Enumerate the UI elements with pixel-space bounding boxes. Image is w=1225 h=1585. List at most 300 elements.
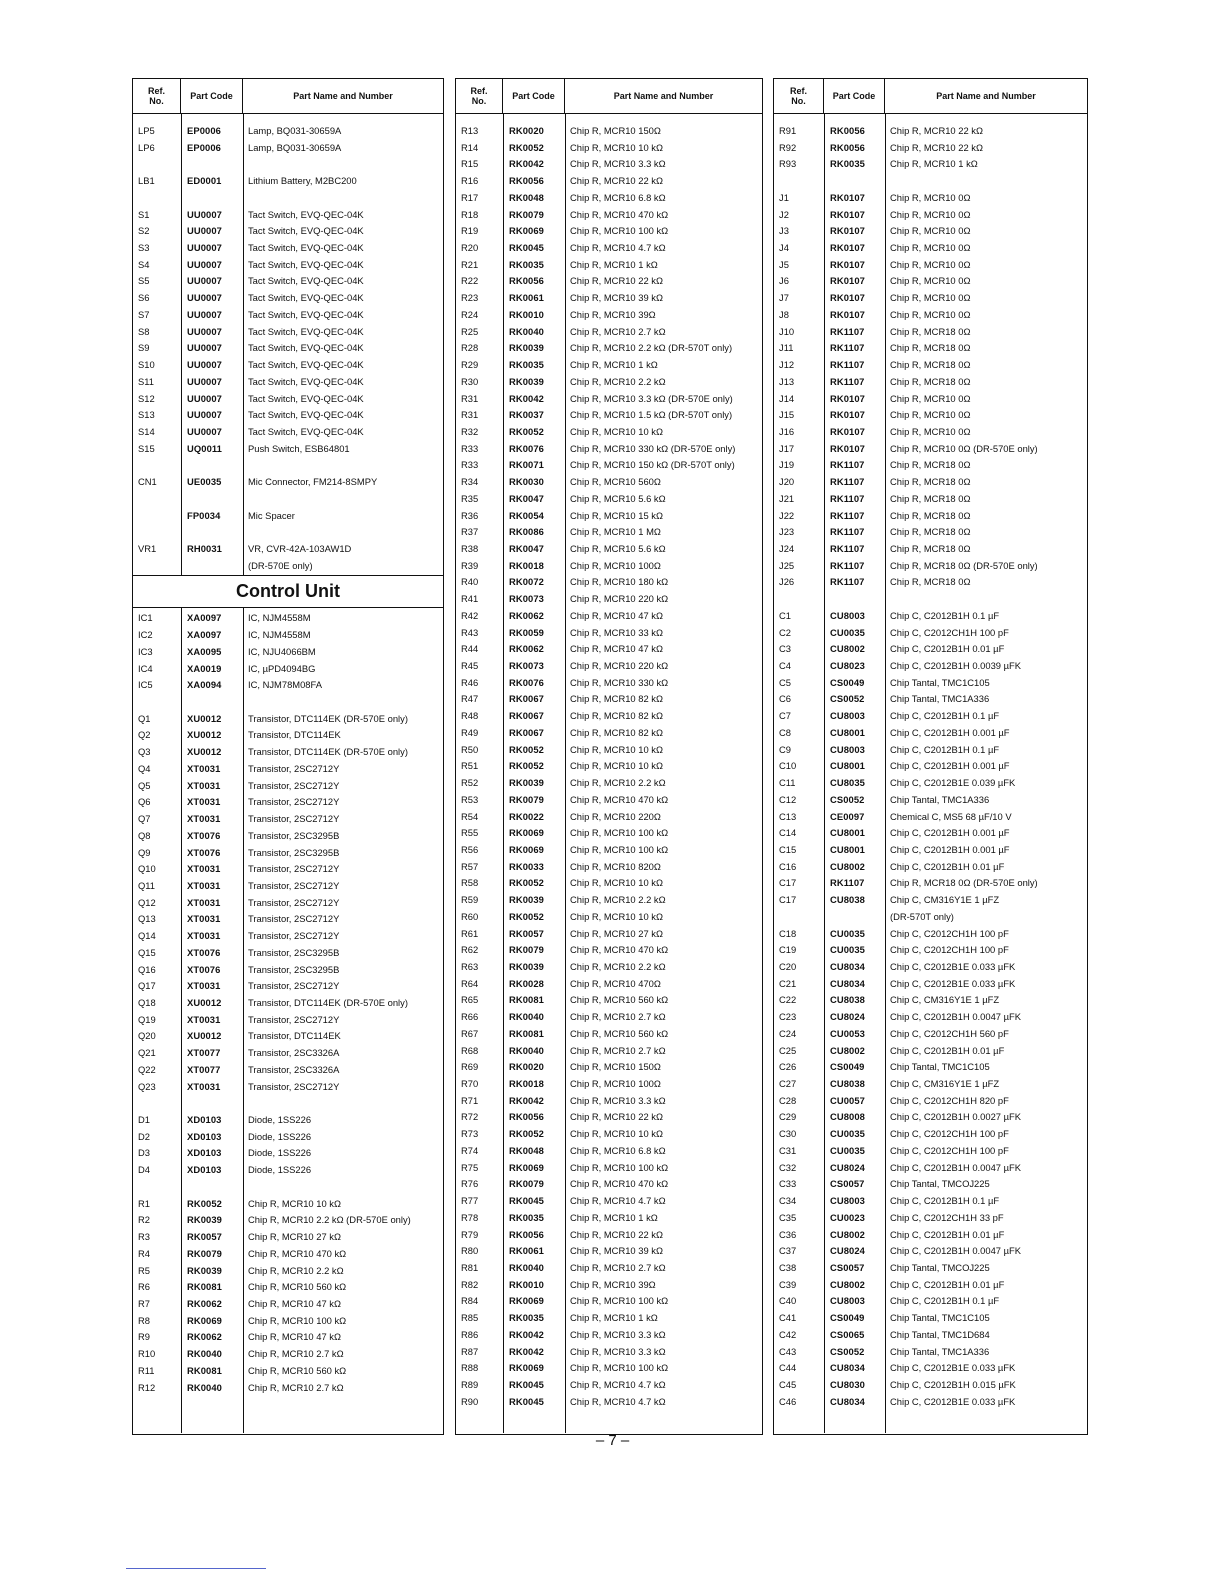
ref-cell: R39 (461, 559, 479, 571)
part-name-cell: Mic Spacer (248, 509, 295, 521)
part-code-cell: CU0057 (830, 1094, 865, 1106)
table-row (774, 874, 1087, 891)
table-row (456, 490, 762, 507)
part-name-cell: Chip R, MCR10 1 kΩ (570, 1312, 658, 1324)
part-name-cell: Chip R, MCR18 0Ω (890, 492, 971, 504)
part-name-cell: Chip R, MCR10 100 kΩ (570, 225, 669, 237)
part-code-cell: RK0056 (830, 141, 865, 153)
part-name-cell: Lamp, BQ031-30659A (248, 141, 342, 153)
part-code-cell: CU8034 (830, 1362, 865, 1374)
part-name-cell: VR, CVR-42A-103AW1D (248, 543, 352, 554)
table-row (774, 189, 1087, 206)
table-row (774, 1142, 1087, 1159)
part-code-cell: RK0052 (509, 743, 544, 755)
table-row (456, 958, 762, 975)
part-name-cell: Chip C, C2012B1H 0.001 µF (890, 726, 1010, 738)
table-row (133, 1295, 443, 1312)
part-code-cell: RK0040 (187, 1381, 222, 1393)
part-code-cell: UU0007 (187, 342, 222, 354)
part-code-cell: CE0097 (830, 810, 865, 822)
part-code-cell: RK0069 (509, 1362, 544, 1374)
ref-cell: LP6 (138, 141, 155, 153)
part-name-cell: Chip R, MCR10 4.7 kΩ (570, 1195, 666, 1207)
ref-cell: Q17 (138, 980, 156, 992)
part-name-cell: Chip C, C2012B1H 0.01 µF (890, 1278, 1005, 1290)
ref-cell: J13 (779, 375, 795, 387)
part-name-cell: Chip R, MCR10 3.3 kΩ (570, 1094, 666, 1106)
table-row (133, 507, 443, 524)
part-code-cell: EP0006 (187, 125, 221, 136)
table-row (774, 690, 1087, 707)
ref-cell: R35 (461, 492, 479, 504)
ref-cell: R8 (138, 1314, 150, 1326)
ref-cell: R4 (138, 1247, 150, 1259)
part-code-cell: RK0062 (509, 643, 544, 655)
ref-cell: R64 (461, 977, 479, 989)
part-name-cell: Chip R, MCR10 47 kΩ (248, 1297, 341, 1309)
part-code-cell: RK1107 (830, 543, 865, 554)
table-row (456, 808, 762, 825)
part-name-cell: Chip R, MCR10 5.6 kΩ (570, 543, 666, 554)
table-row (456, 1175, 762, 1192)
part-code-cell: RK0067 (509, 710, 544, 722)
part-code-cell: XD0103 (187, 1130, 222, 1142)
part-name-cell: Chip C, C2012CH1H 560 pF (890, 1027, 1009, 1039)
table-row (774, 1226, 1087, 1243)
part-name-cell: Chip R, MCR10 4.7 kΩ (570, 242, 666, 254)
table-row (456, 423, 762, 440)
table-row (456, 1309, 762, 1326)
part-name-cell: Chip R, MCR10 100 kΩ (248, 1314, 347, 1326)
table-row (774, 507, 1087, 524)
part-code-cell: RK0056 (509, 1228, 544, 1240)
part-code-cell: RK0018 (509, 1078, 544, 1090)
part-name-cell: Chip R, MCR10 1 kΩ (570, 258, 658, 270)
ref-cell: J15 (779, 409, 795, 421)
ref-cell: Q22 (138, 1063, 156, 1075)
part-name-cell: Diode, 1SS226 (248, 1147, 312, 1159)
table-row (774, 1259, 1087, 1276)
ref-cell: R34 (461, 476, 479, 488)
part-code-cell: XT0031 (187, 1080, 221, 1092)
part-name-cell: Chip R, MCR10 2.7 kΩ (570, 325, 666, 337)
footer-underline (126, 1568, 266, 1569)
part-code-cell: CS0065 (830, 1328, 865, 1340)
part-name-cell: Chip R, MCR10 39 kΩ (570, 1245, 663, 1257)
part-code-cell: RK0062 (187, 1297, 222, 1309)
ref-cell: R66 (461, 1011, 479, 1023)
ref-cell: C41 (779, 1312, 797, 1324)
part-code-cell: CU0035 (830, 927, 865, 939)
part-name-cell: Chip C, C2012B1H 0.1 µF (890, 1295, 1000, 1307)
table-row (133, 1211, 443, 1228)
part-name-cell: Chip R, MCR10 2.2 kΩ (570, 894, 666, 906)
table-row (774, 222, 1087, 239)
part-code-cell: RK0069 (509, 225, 544, 237)
part-code-cell: RK0107 (830, 225, 865, 237)
ref-cell: C31 (779, 1144, 797, 1156)
part-name-cell: Tact Switch, EVQ-QEC-04K (248, 292, 364, 304)
table-row (774, 456, 1087, 473)
part-name-cell: Chip R, MCR18 0Ω (890, 476, 971, 488)
part-name-cell: Tact Switch, EVQ-QEC-04K (248, 308, 364, 320)
ref-cell: C39 (779, 1278, 797, 1290)
ref-cell (774, 908, 824, 925)
part-code-cell: RK0107 (830, 292, 865, 304)
part-name-cell: Chip R, MCR10 470 kΩ (570, 208, 669, 220)
part-code-cell: CU8002 (830, 1278, 865, 1290)
part-code-cell: CU8002 (830, 643, 865, 655)
table-row (774, 289, 1087, 306)
part-code-cell: RK1107 (830, 375, 865, 387)
ref-cell: C14 (779, 827, 797, 839)
part-code-cell: CS0049 (830, 676, 865, 688)
part-code-cell: RK0045 (509, 1379, 544, 1390)
part-code-cell: UU0007 (187, 242, 222, 254)
ref-cell: R90 (461, 1395, 479, 1407)
part-code-cell: RK0039 (509, 777, 544, 789)
part-code-cell: RK0086 (509, 526, 544, 538)
ref-cell: J26 (779, 576, 795, 588)
ref-cell: J22 (779, 509, 795, 521)
part-name-cell: Tact Switch, EVQ-QEC-04K (248, 392, 364, 404)
ref-cell: R31 (461, 392, 479, 404)
part-code-cell: RK0052 (187, 1197, 222, 1209)
ref-cell: Q19 (138, 1013, 156, 1025)
table-row (133, 1312, 443, 1329)
part-code-cell: CU8034 (830, 961, 865, 972)
part-name-cell: Chip R, MCR10 1.5 kΩ (DR-570T only) (570, 409, 733, 421)
part-name-cell: Chip R, MCR10 180 kΩ (570, 576, 669, 588)
part-code-cell: RK0069 (509, 1295, 544, 1307)
ref-cell: C30 (779, 1128, 797, 1140)
part-name-cell: Chip R, MCR10 22 kΩ (570, 275, 663, 287)
part-code-cell: CU8024 (830, 1161, 865, 1173)
part-code-cell: RK0040 (509, 1261, 544, 1273)
part-code-cell: CS0052 (830, 1345, 865, 1357)
table-row (774, 557, 1087, 574)
part-code-cell: RK0069 (509, 1161, 544, 1173)
ref-cell: Q20 (138, 1030, 156, 1042)
part-name-cell: Chip C, C2012B1H 0.1 µF (890, 609, 1000, 621)
part-name-cell: Chip R, MCR10 150Ω (570, 1061, 661, 1073)
part-name-cell: Chip C, C2012CH1H 33 pF (890, 1211, 1004, 1223)
part-code-cell: CU0035 (830, 626, 865, 638)
ref-cell: S11 (138, 375, 154, 387)
ref-cell: R70 (461, 1078, 479, 1090)
ref-cell: J16 (779, 425, 795, 437)
table-row (456, 891, 762, 908)
ref-cell: C46 (779, 1395, 797, 1407)
part-name-cell: Transistor, 2SC2712Y (248, 813, 340, 825)
table-row (456, 1025, 762, 1042)
ref-cell: J24 (779, 543, 795, 554)
part-code-cell: XT0031 (187, 762, 221, 774)
header-ref-no: Ref. No. (774, 79, 824, 113)
part-name-cell: Transistor, 2SC2712Y (248, 779, 340, 791)
ref-cell: C25 (779, 1044, 797, 1056)
table-row (133, 626, 443, 643)
part-code-cell: CS0057 (830, 1261, 865, 1273)
page-number: – 7 – (595, 1432, 630, 1449)
part-name-cell: Transistor, 2SC2712Y (248, 1080, 340, 1092)
ref-cell: R12 (138, 1381, 156, 1393)
part-name-cell: Chip R, MCR10 2.2 kΩ (570, 961, 666, 972)
part-code-cell: XD0103 (187, 1147, 222, 1159)
ref-cell: R84 (461, 1295, 479, 1307)
part-code-cell: RK0061 (509, 292, 544, 304)
ref-cell: R50 (461, 743, 479, 755)
table-row (133, 1328, 443, 1345)
part-code-cell: UU0007 (187, 308, 222, 320)
part-name-cell: Chip C, C2012CH1H 820 pF (890, 1094, 1009, 1106)
ref-cell: D2 (138, 1130, 150, 1142)
part-name-cell: Push Switch, ESB64801 (248, 442, 350, 454)
ref-cell: J21 (779, 492, 795, 504)
table-row (133, 827, 443, 844)
table-row (774, 1159, 1087, 1176)
part-code-cell: RK0039 (187, 1264, 222, 1276)
part-name-cell: Chip R, MCR10 470 kΩ (570, 793, 669, 805)
part-name-cell: Chip R, MCR10 82 kΩ (570, 726, 663, 738)
part-code-cell: CU8024 (830, 1245, 865, 1257)
table-row (133, 844, 443, 861)
ref-cell: C15 (779, 843, 797, 855)
table-row (774, 440, 1087, 457)
table-row (774, 356, 1087, 373)
header-part-name: Part Name and Number (293, 91, 393, 101)
part-code-cell: CS0049 (830, 1312, 865, 1324)
ref-cell: Q18 (138, 997, 156, 1008)
part-name-cell: Chip R, MCR10 33 kΩ (570, 626, 663, 638)
part-code-cell: CU8002 (830, 860, 865, 872)
part-code-cell: RK0035 (509, 258, 544, 270)
part-name-cell: Mic Connector, FM214-8SMPY (248, 476, 378, 488)
table-row (774, 1125, 1087, 1142)
ref-cell: C8 (779, 726, 791, 738)
ref-cell: R20 (461, 242, 479, 254)
header-part-name: Part Name and Number (936, 91, 1036, 101)
part-code-cell: RK0056 (509, 175, 544, 187)
part-name-cell: Tact Switch, EVQ-QEC-04K (248, 208, 364, 220)
part-code-cell: RK1107 (830, 526, 865, 538)
table-row (133, 977, 443, 994)
part-code-cell: RK0081 (187, 1281, 222, 1293)
part-code-cell: UU0007 (187, 258, 222, 270)
part-code-cell: UU0007 (187, 409, 222, 421)
ref-cell: C5 (779, 676, 791, 688)
part-code-cell: RK0107 (830, 242, 865, 254)
table-row (774, 406, 1087, 423)
table-row (456, 523, 762, 540)
part-code-cell: RK0033 (509, 860, 544, 872)
part-code-cell: XT0031 (187, 1013, 221, 1025)
part-code-cell: CU8038 (830, 994, 865, 1006)
table-row (774, 1042, 1087, 1059)
part-code-cell: UU0007 (187, 375, 222, 387)
ref-cell: LB1 (138, 175, 155, 187)
part-code-cell: XA0097 (187, 629, 222, 641)
ref-cell: S10 (138, 359, 155, 371)
part-code-cell: RK0039 (509, 342, 544, 354)
part-code-cell: ED0001 (187, 175, 222, 187)
part-code-cell: RK0042 (509, 392, 544, 404)
table-row (133, 1011, 443, 1028)
ref-cell: R6 (138, 1281, 150, 1293)
part-code-cell: XT0077 (187, 1063, 221, 1075)
table-row (774, 1108, 1087, 1125)
part-code-cell: RK0039 (509, 375, 544, 387)
part-name-cell: Chip R, MCR10 100 kΩ (570, 1161, 669, 1173)
ref-cell: C4 (779, 660, 791, 672)
table-row (774, 657, 1087, 674)
ref-cell: S14 (138, 425, 155, 437)
part-code-cell: CU8001 (830, 827, 865, 839)
part-code-cell: RK0056 (509, 275, 544, 287)
table-row (456, 1359, 762, 1376)
part-name-cell: Chip R, MCR10 3.3 kΩ (570, 158, 666, 170)
part-code-cell: UU0007 (187, 208, 222, 220)
part-name-cell: Chip C, C2012B1H 0.1 µF (890, 1195, 1000, 1207)
part-name-cell: Chip R, MCR10 2.2 kΩ (248, 1264, 344, 1276)
part-code-cell: RK0056 (509, 1111, 544, 1123)
ref-cell: D3 (138, 1147, 150, 1159)
part-code-cell: RK0081 (509, 1027, 544, 1039)
part-code-cell: RK0107 (830, 208, 865, 220)
part-name-cell: Chip C, C2012B1E 0.039 µFK (890, 777, 1016, 789)
part-name-cell: Chip R, MCR10 6.8 kΩ (570, 1144, 666, 1156)
part-name-cell: Transistor, DTC114EK (DR-570E only) (248, 746, 408, 758)
part-code-cell: RK0081 (509, 994, 544, 1006)
part-code-cell: XD0103 (187, 1164, 222, 1176)
table-row (774, 1008, 1087, 1025)
part-code-cell: RK1107 (830, 359, 865, 371)
table-row (456, 373, 762, 390)
part-code-cell: RK1107 (830, 325, 865, 337)
table-row (456, 1108, 762, 1125)
column-header (774, 79, 1087, 114)
part-name-cell: Chip R, MCR10 39Ω (570, 308, 656, 320)
part-name-cell: Chip R, MCR18 0Ω (890, 375, 971, 387)
part-code-cell: XT0077 (187, 1047, 221, 1059)
ref-cell: R48 (461, 710, 479, 722)
table-row (456, 690, 762, 707)
part-name-cell: Chip R, MCR10 22 kΩ (890, 141, 983, 153)
part-name-cell: Chemical C, MS5 68 µF/10 V (890, 810, 1012, 822)
table-row (456, 590, 762, 607)
ref-cell: R60 (461, 910, 479, 922)
ref-cell: R80 (461, 1245, 479, 1257)
ref-cell: C27 (779, 1078, 797, 1090)
ref-cell: R40 (461, 576, 479, 588)
table-row (456, 390, 762, 407)
ref-cell: C11 (779, 777, 796, 789)
part-code-cell: RK0107 (830, 191, 865, 203)
ref-cell: R53 (461, 793, 479, 805)
part-code-cell: RK0048 (509, 1144, 544, 1156)
table-row (456, 1008, 762, 1025)
part-code-cell: UU0007 (187, 392, 222, 404)
ref-cell: J17 (779, 442, 795, 454)
part-name-cell: Chip R, MCR10 0Ω (890, 425, 971, 437)
part-name-cell: Chip R, MCR10 10 kΩ (248, 1197, 341, 1209)
part-name-cell: Chip R, MCR10 82 kΩ (570, 693, 663, 705)
part-name-cell: Chip R, MCR10 470 kΩ (570, 1178, 669, 1190)
part-code-cell: XT0031 (187, 813, 221, 825)
part-code-cell: CS0052 (830, 793, 865, 805)
ref-cell: J7 (779, 292, 789, 304)
table-row (456, 557, 762, 574)
parts-column-2 (455, 78, 763, 1435)
part-code-cell: CU8030 (830, 1379, 865, 1390)
ref-cell: Q1 (138, 712, 151, 724)
table-row (456, 908, 762, 925)
ref-cell: Q14 (138, 930, 156, 942)
ref-cell: R11 (138, 1364, 155, 1376)
part-name-cell: Tact Switch, EVQ-QEC-04K (248, 375, 364, 387)
part-name-cell: Chip R, MCR10 2.7 kΩ (570, 1011, 666, 1023)
part-code-cell: RK0067 (509, 726, 544, 738)
table-row (774, 1058, 1087, 1075)
ref-cell: C32 (779, 1161, 797, 1173)
part-name-cell: Chip R, MCR10 2.7 kΩ (570, 1044, 666, 1056)
part-code-cell: RK0030 (509, 476, 544, 488)
part-name-cell: Chip Tantal, TMCOJ225 (890, 1178, 990, 1190)
part-name-cell: Chip C, CM316Y1E 1 µFZ (890, 994, 1000, 1006)
part-code-cell: RK0022 (509, 810, 544, 822)
part-name-cell: Diode, 1SS226 (248, 1164, 312, 1176)
part-code-cell: RK0081 (187, 1364, 222, 1376)
table-row (456, 573, 762, 590)
part-code-cell: CU0023 (830, 1211, 865, 1223)
ref-cell: IC3 (138, 645, 153, 657)
table-row (456, 707, 762, 724)
ref-cell: J14 (779, 392, 795, 404)
table-row (774, 323, 1087, 340)
part-name-cell: Chip R, MCR10 220 kΩ (570, 660, 669, 672)
part-name-cell: Chip R, MCR10 22 kΩ (570, 1111, 663, 1123)
part-code-cell: RK0073 (509, 660, 544, 672)
ref-cell: J8 (779, 308, 789, 320)
ref-cell: S12 (138, 392, 155, 404)
table-row (133, 910, 443, 927)
part-name-cell: Chip R, MCR10 0Ω (890, 292, 971, 304)
table-row (456, 473, 762, 490)
ref-cell: LP5 (138, 125, 155, 136)
part-name-cell: Chip R, MCR10 22 kΩ (570, 1228, 663, 1240)
part-name-cell: Tact Switch, EVQ-QEC-04K (248, 275, 364, 287)
table-row (133, 810, 443, 827)
part-name-cell: Chip C, C2012B1H 0.1 µF (890, 710, 1000, 722)
part-name-cell: Transistor, 2SC3295B (248, 963, 340, 975)
table-row (456, 674, 762, 691)
table-row (456, 1376, 762, 1393)
table-row (774, 423, 1087, 440)
part-code-cell: RK0039 (509, 961, 544, 972)
table-row (133, 944, 443, 961)
table-row (456, 172, 762, 189)
ref-cell (133, 557, 181, 574)
part-code-cell: RK0056 (830, 125, 865, 136)
part-code-cell: RK0045 (509, 1195, 544, 1207)
part-code-cell: RK1107 (830, 509, 865, 521)
part-name-cell: Chip R, MCR10 0Ω (890, 308, 971, 320)
table-row (133, 1345, 443, 1362)
part-code-cell: RK0018 (509, 559, 544, 571)
part-name-cell: Chip C, C2012CH1H 100 pF (890, 944, 1009, 956)
table-row (456, 858, 762, 875)
table-row (133, 760, 443, 777)
